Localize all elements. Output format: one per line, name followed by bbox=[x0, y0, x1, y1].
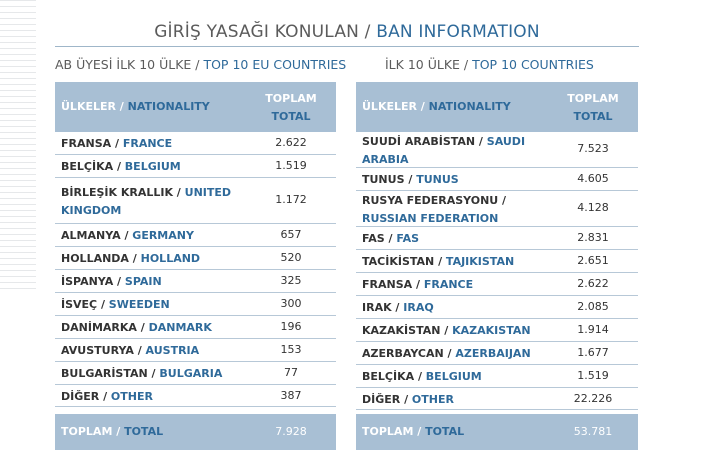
country-name-tr: AVUSTURYA / bbox=[61, 344, 146, 357]
table-row bbox=[356, 132, 638, 168]
country-name-en: SAUDI ARABIA bbox=[362, 135, 526, 166]
country-name-tr: BULGARİSTAN / bbox=[61, 367, 160, 380]
country-name bbox=[362, 230, 544, 248]
country-total-value: 300 bbox=[280, 297, 302, 310]
country-name-tr: İSPANYA / bbox=[61, 275, 125, 288]
country-name-en: AZERBAIJAN bbox=[455, 347, 531, 360]
page-title bbox=[55, 22, 639, 42]
table-row bbox=[55, 362, 336, 385]
country-name-en: KAZAKISTAN bbox=[452, 324, 531, 337]
country-name-en: OTHER bbox=[110, 390, 153, 403]
country-name-en: FAS bbox=[396, 232, 420, 245]
table-row bbox=[356, 342, 638, 365]
country-total-value: 2.085 bbox=[577, 300, 609, 313]
total-header-en: TOTAL bbox=[573, 110, 613, 123]
table-row bbox=[356, 273, 638, 296]
decorative-stripes bbox=[0, 0, 36, 290]
country-name bbox=[362, 345, 544, 363]
table-row bbox=[356, 227, 638, 250]
country-name-tr: ALMANYA / bbox=[61, 229, 133, 242]
header-tr: ÜLKELER / bbox=[61, 100, 128, 113]
country-name-tr: İSVEÇ / bbox=[61, 298, 109, 311]
country-name bbox=[61, 319, 242, 337]
header-tr: ÜLKELER / bbox=[362, 100, 429, 113]
country-name-en: BELGIUM bbox=[124, 160, 181, 173]
total-header bbox=[548, 90, 638, 126]
total-row bbox=[55, 414, 336, 450]
country-name-tr: BİRLEŞİK KRALLIK / bbox=[61, 186, 185, 199]
all-subtitle-en: TOP 10 COUNTRIES bbox=[472, 57, 594, 72]
country-name-en: SWEEDEN bbox=[108, 298, 170, 311]
country-name bbox=[362, 253, 544, 271]
eu-subtitle-tr: AB ÜYESİ İLK 10 ÜLKE / bbox=[55, 57, 204, 72]
country-total-value: 657 bbox=[280, 228, 302, 241]
country-total-value: 2.622 bbox=[577, 277, 609, 290]
total-label-tr: TOPLAM / bbox=[61, 425, 125, 438]
total-label-en: TOTAL bbox=[124, 425, 164, 438]
country-total-value: 4.128 bbox=[577, 201, 609, 214]
country-name bbox=[362, 276, 544, 294]
country-name-en: UNITED KINGDOM bbox=[61, 186, 232, 217]
table-row bbox=[356, 168, 638, 191]
country-name bbox=[61, 184, 242, 220]
country-total-value: 1.677 bbox=[577, 346, 609, 359]
country-name-en: BELGIUM bbox=[425, 370, 482, 383]
total-header-en: TOTAL bbox=[271, 110, 311, 123]
nationality-header bbox=[362, 100, 511, 113]
table-row bbox=[55, 270, 336, 293]
title-divider bbox=[55, 46, 639, 47]
total-value: 53.781 bbox=[573, 425, 613, 438]
table-row bbox=[356, 365, 638, 388]
nationality-header bbox=[61, 100, 210, 113]
country-name bbox=[61, 135, 242, 153]
country-total-value: 1.519 bbox=[577, 369, 609, 382]
country-name-en: FRANCE bbox=[122, 137, 173, 150]
total-label-en: TOTAL bbox=[425, 425, 465, 438]
country-total-value: 2.622 bbox=[275, 136, 307, 149]
country-total-value: 153 bbox=[280, 343, 302, 356]
table-row bbox=[55, 316, 336, 339]
table-row bbox=[55, 293, 336, 316]
country-name bbox=[362, 299, 544, 317]
table-header bbox=[55, 82, 336, 132]
table-row bbox=[55, 155, 336, 178]
total-label-tr: TOPLAM / bbox=[362, 425, 426, 438]
country-total-value: 2.651 bbox=[577, 254, 609, 267]
country-name bbox=[61, 342, 242, 360]
table-row bbox=[55, 224, 336, 247]
country-name bbox=[362, 192, 544, 228]
country-name-tr: KAZAKİSTAN / bbox=[362, 324, 453, 337]
country-name bbox=[362, 391, 544, 409]
country-total-value: 7.523 bbox=[577, 142, 609, 155]
table-row bbox=[356, 191, 638, 227]
total-label bbox=[362, 425, 464, 438]
country-total-value: 1.914 bbox=[577, 323, 609, 336]
all-subtitle-tr: İLK 10 ÜLKE / bbox=[385, 57, 473, 72]
total-row bbox=[356, 414, 638, 450]
total-label bbox=[61, 425, 163, 438]
country-name bbox=[362, 368, 544, 386]
country-name bbox=[61, 273, 242, 291]
country-name-tr: IRAK / bbox=[362, 301, 404, 314]
table-row bbox=[55, 132, 336, 155]
country-name bbox=[61, 158, 242, 176]
table-row bbox=[356, 319, 638, 342]
total-value: 7.928 bbox=[275, 425, 307, 438]
country-name-en: SPAIN bbox=[124, 275, 162, 288]
country-name-tr: BELÇİKA / bbox=[362, 370, 426, 383]
country-name-en: FRANCE bbox=[423, 278, 474, 291]
country-name bbox=[61, 388, 242, 406]
country-total-value: 387 bbox=[280, 389, 302, 402]
country-total-value: 2.831 bbox=[577, 231, 609, 244]
country-name bbox=[61, 227, 242, 245]
total-header bbox=[246, 90, 336, 126]
country-name-tr: DANİMARKA / bbox=[61, 321, 149, 334]
country-total-value: 22.226 bbox=[573, 392, 613, 405]
page-title-tr: GİRİŞ YASAĞI KONULAN / bbox=[154, 22, 377, 42]
table-row bbox=[356, 388, 638, 410]
table-row bbox=[55, 339, 336, 362]
total-header-tr: TOPLAM bbox=[567, 92, 619, 105]
country-name-en: HOLLAND bbox=[140, 252, 201, 265]
country-total-value: 1.519 bbox=[275, 159, 307, 172]
country-name-tr: TACİKİSTAN / bbox=[362, 255, 446, 268]
country-total-value: 196 bbox=[280, 320, 302, 333]
country-name bbox=[61, 365, 242, 383]
country-name-tr: BELÇİKA / bbox=[61, 160, 125, 173]
country-name-en: RUSSIAN FEDERATION bbox=[362, 212, 499, 225]
country-name-tr: HOLLANDA / bbox=[61, 252, 141, 265]
country-name-en: OTHER bbox=[411, 393, 454, 406]
country-name-en: TAJIKISTAN bbox=[445, 255, 515, 268]
country-name bbox=[362, 171, 544, 189]
country-name-en: BULGARIA bbox=[159, 367, 223, 380]
total-header-tr: TOPLAM bbox=[265, 92, 317, 105]
table-row bbox=[356, 296, 638, 319]
country-name-tr: TUNUS / bbox=[362, 173, 417, 186]
country-name-en: IRAQ bbox=[403, 301, 434, 314]
country-total-value: 1.172 bbox=[275, 193, 307, 206]
top-countries-table bbox=[356, 82, 638, 450]
country-total-value: 520 bbox=[280, 251, 302, 264]
country-name-tr: FRANSA / bbox=[61, 137, 123, 150]
country-name bbox=[362, 133, 544, 169]
header-en: NATIONALITY bbox=[428, 100, 511, 113]
country-total-value: 4.605 bbox=[577, 172, 609, 185]
table-header bbox=[356, 82, 638, 132]
page-title-en: BAN INFORMATION bbox=[376, 22, 540, 42]
country-name-tr: FRANSA / bbox=[362, 278, 424, 291]
table-row bbox=[55, 247, 336, 270]
country-name-tr: FAS / bbox=[362, 232, 397, 245]
country-name-tr: SUUDİ ARABİSTAN / bbox=[362, 135, 487, 148]
all-table-subtitle bbox=[385, 57, 594, 72]
country-name-tr: DİĞER / bbox=[362, 393, 412, 406]
country-name-en: DANMARK bbox=[148, 321, 212, 334]
eu-subtitle-en: TOP 10 EU COUNTRIES bbox=[203, 57, 347, 72]
country-name-en: GERMANY bbox=[132, 229, 194, 242]
country-name-en: TUNUS bbox=[416, 173, 459, 186]
country-total-value: 325 bbox=[280, 274, 302, 287]
table-row bbox=[55, 385, 336, 407]
eu-countries-table bbox=[55, 82, 336, 450]
eu-table-subtitle bbox=[55, 57, 346, 72]
country-name-tr: RUSYA FEDERASYONU / bbox=[362, 194, 507, 207]
country-name bbox=[362, 322, 544, 340]
country-name bbox=[61, 296, 242, 314]
country-name-tr: DİĞER / bbox=[61, 390, 111, 403]
table-row bbox=[55, 178, 336, 224]
country-total-value: 77 bbox=[284, 366, 298, 379]
country-name bbox=[61, 250, 242, 268]
country-name-tr: AZERBAYCAN / bbox=[362, 347, 456, 360]
table-row bbox=[356, 250, 638, 273]
country-name-en: AUSTRIA bbox=[145, 344, 200, 357]
header-en: NATIONALITY bbox=[127, 100, 210, 113]
